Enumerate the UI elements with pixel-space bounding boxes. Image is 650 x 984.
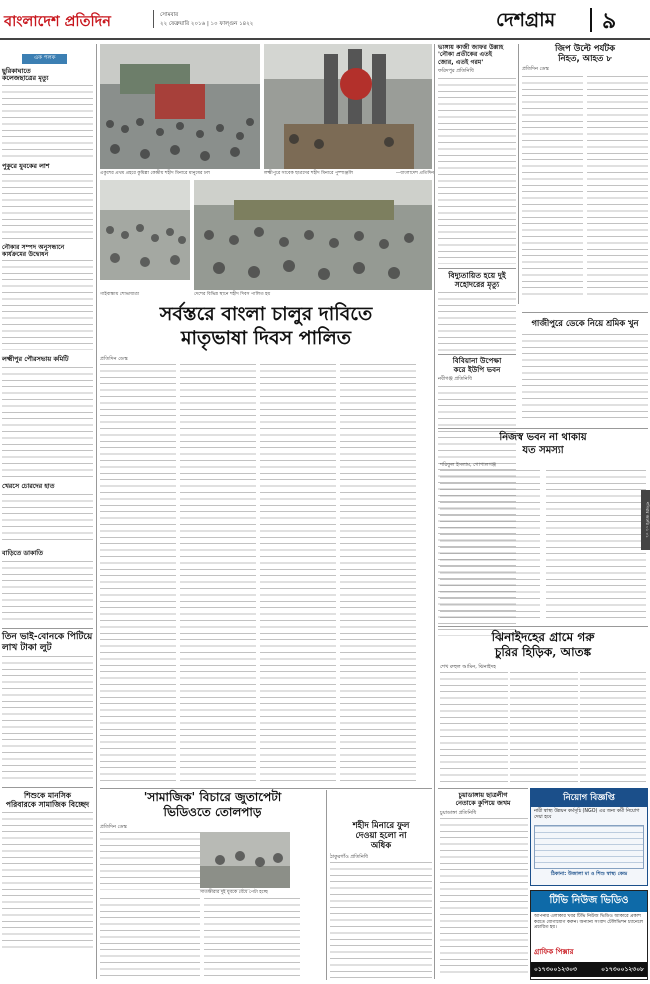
brief-7-title: তিন ভাই-বোনকে পিটিয়ে লাখ টাকা লুট xyxy=(2,632,93,653)
ad-tv-phone-1: ০১৭৩০০১২৩০৩ xyxy=(534,966,577,973)
main-headline-line1: সর্বস্তরে বাংলা চালুর দাবিতে xyxy=(159,303,373,325)
photo-caption-2: লক্ষ্মীপুরে সাবেক ছাত্রদের শহীদ মিনারে পুষ্পাঞ্জলি xyxy=(264,171,354,176)
chua-body xyxy=(440,818,528,978)
chua-story-title: চুয়াডাঙ্গায় ছাত্রলীগ নেতাকে কুপিয়ে জখম xyxy=(455,791,511,807)
cow-body-1 xyxy=(440,672,508,782)
photo-lakshmipur xyxy=(264,44,432,169)
ad-recruitment-title: নিয়োগ বিজ্ঞপ্তি xyxy=(531,789,647,807)
chua-byline: চুয়াডাঙ্গা প্রতিনিধি xyxy=(440,810,477,816)
samaj-byline: প্রতিদিন ডেস্ক xyxy=(100,824,127,830)
photo-large-crowd xyxy=(194,180,432,290)
samaj-body-2 xyxy=(100,898,200,978)
brief-2-title: পুকুরে যুবকের লাশ xyxy=(2,161,50,170)
cow-body-3 xyxy=(580,672,646,782)
date-line-1: সোমবার xyxy=(160,12,179,18)
ad-recruitment-footer: ঠিকানা: উজালা মা ও শিশু স্বাস্থ্য কেন্দ্র xyxy=(550,870,628,877)
date-line-2: ২২ ফেব্রুয়ারি ২০১৬ | ১০ ফাল্গুন ১৪২২ xyxy=(160,21,254,27)
brief-3-title: নৌকার সম্পদ অনুসন্ধানে কার্যক্রমের উদ্বোধন xyxy=(2,243,65,259)
ad-tv-news-brand: গ্রাফিক পিক্সার xyxy=(534,948,574,956)
newspaper-logo: বাংলাদেশ প্রতিদিন xyxy=(4,13,111,30)
photo-samaj xyxy=(200,832,290,888)
cow-byline: শেখ রুহুল আমিন, ঝিনাইদহ xyxy=(440,664,496,670)
photo-credit: —বাংলাদেশ প্রতিদিন xyxy=(395,171,434,176)
jeep-story: জিপ উল্টে পর্যটক নিহত, আহত ৮ প্রতিদিন ডেস্ক xyxy=(522,44,648,296)
brief-1-title: ছুরিকাঘাতে কলেজছাত্রের মৃত্যু xyxy=(2,67,49,83)
elec-story: বিদ্যুতায়িত হয়ে দুই সহোদরের মৃত্যু xyxy=(438,268,516,352)
photo-crowd-cumilla xyxy=(100,44,260,169)
brief-column xyxy=(2,44,93,979)
minar-body xyxy=(330,862,432,978)
photo-caption-4: গাইবান্ধায় শোভাযাত্রা xyxy=(100,292,140,297)
jeep-byline: প্রতিদিন ডেস্ক xyxy=(522,66,549,72)
photo-caption-5: দেশের বিভিন্ন স্থানে শহীদ দিবস পালিত হয় xyxy=(194,292,271,297)
main-body-col-4 xyxy=(340,364,416,784)
nijo-byline: শরিফুল ইসলাম, গোপালগঞ্জ xyxy=(440,462,497,468)
nijo-story-title: নিজস্ব ভবন না থাকায় যত সমস্যা xyxy=(499,432,587,456)
page-number: ৯ xyxy=(602,9,617,34)
side-label: শনিবার জরুরি ০১ ০১ xyxy=(641,490,650,550)
main-headline xyxy=(100,302,432,350)
minar-byline: ঠাকুরগাঁও প্রতিনিধি xyxy=(330,854,368,860)
masthead xyxy=(0,0,650,40)
brief-tag: এক পলক xyxy=(22,54,67,64)
ad-recruitment xyxy=(530,788,648,886)
samaj-story-title: 'সামাজিক' বিচারে জুতাপেটা ভিডিওতে তোলপাড় xyxy=(143,790,282,819)
brief-4-title: লক্ষ্মীপুর পৌরসভায় কমিটি xyxy=(2,355,69,364)
gazipur-title: গাজীপুরে ডেকে নিয়ে শ্রমিক খুন xyxy=(531,318,639,328)
photo-gaibandha xyxy=(100,180,190,280)
main-body-col-2 xyxy=(180,364,256,784)
boat-story: ভাঙ্গায় কাজী জাফর উল্লাহ 'নৌকা প্রতীকের এতই জোর, এতই গরম' ফরিদপুর প্রতিনিধি xyxy=(438,44,516,264)
samaj-body-3 xyxy=(204,898,300,978)
bisc-byline: নবীগঞ্জ প্রতিনিধি xyxy=(438,376,472,383)
samaj-caption: সাতক্ষীরার দুই যুবকে বেঁধে পেটা হচ্ছে xyxy=(200,890,268,895)
cow-body-2 xyxy=(510,672,578,782)
main-body-col-1 xyxy=(100,364,176,784)
ad-tv-phone-2: ০১৭৩০০১২৩০৮ xyxy=(601,966,644,973)
main-body-col-3 xyxy=(260,364,336,784)
photo-caption-1: একুশের প্রথম প্রহরে কুমিল্লা কেন্দ্রীয় শহীদ মিনারে মানুষের ঢল xyxy=(100,171,210,176)
nijo-body-2 xyxy=(546,470,646,620)
gazipur-body xyxy=(522,334,648,422)
brief-bottom-title: শিশুকে মানসিক পরিবারকে সামাজিক বিচ্ছেদ xyxy=(5,791,90,810)
ad-tv-news xyxy=(530,890,648,980)
main-headline-line2: মাতৃভাষা দিবস পালিত xyxy=(181,327,351,349)
cow-story-title: ঝিনাইদহের গ্রামে গরু চুরির হিড়িক, আতঙ্ক xyxy=(491,630,595,659)
boat-byline: ফরিদপুর প্রতিনিধি xyxy=(438,68,474,75)
ad-tv-news-title: টিভি নিউজ ভিডিও xyxy=(531,891,647,912)
section-title: দেশগ্রাম xyxy=(496,9,556,31)
ad-recruitment-body: নারী স্বাস্থ্য উন্নয়ন কর্মসূচি (NGO) এর জন্য কর্মী নিয়োগ দেয়া হবে xyxy=(534,809,640,820)
brief-6-title: বাড়িতে ডাকাতি xyxy=(2,549,43,558)
main-byline: প্রতিদিন ডেস্ক xyxy=(100,356,128,362)
minar-story-title: শহীদ মিনারে ফুল দেওয়া হলো না অধিক xyxy=(352,820,410,850)
brief-5-title: খেরসে চোরদের হাত xyxy=(2,482,55,491)
ad-tv-news-body: আপনার এলাকার খবর টিভি নিউজ ভিডিও আকারে প্রকাশ করতে যোগাযোগ করুন। অন্যান্য সংবাদ টেলিভিশন চ্যানেলে প্রচারিত হয়। xyxy=(534,914,644,931)
bisc-story: বিবিয়ানা উপেক্ষা করে ইউপি ভবন নবীগঞ্জ প্রতিনিধি xyxy=(438,354,516,636)
nijo-body-1 xyxy=(440,470,540,620)
